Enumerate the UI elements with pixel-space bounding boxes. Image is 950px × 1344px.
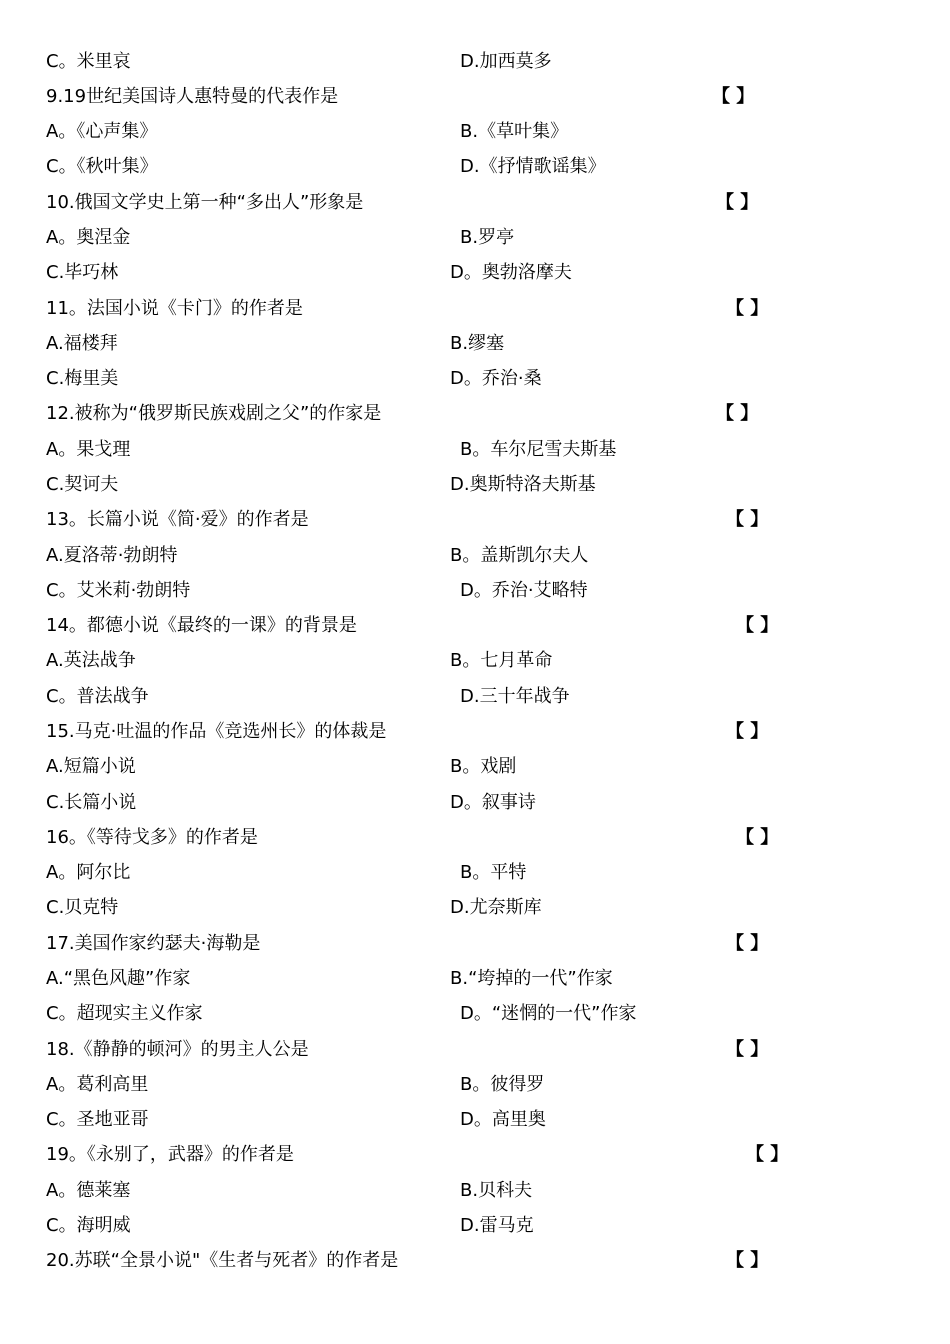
- text-line: A。果戈理: [46, 439, 131, 460]
- text-line: C.梅里美: [46, 368, 119, 389]
- text-line: C。超现实主义作家: [46, 1003, 203, 1024]
- text-line: C。艾米莉·勃朗特: [46, 580, 191, 601]
- text-line: A。葛利高里: [46, 1074, 149, 1095]
- text-line: D。奥勃洛摩夫: [450, 262, 572, 283]
- text-line: 9.19世纪美国诗人惠特曼的代表作是: [46, 86, 339, 107]
- text-line: B。车尔尼雪夫斯基: [460, 439, 617, 460]
- text-line: B。盖斯凯尔夫人: [450, 545, 589, 566]
- text-line: 10.俄国文学史上第一种“多出人”形象是: [46, 192, 364, 213]
- text-line: A.福楼拜: [46, 333, 118, 354]
- text-line: D。乔治·桑: [450, 368, 542, 389]
- text-line: A。德莱塞: [46, 1180, 131, 1201]
- text-line: A.短篇小说: [46, 756, 136, 777]
- text-line: D.三十年战争: [460, 686, 570, 707]
- text-line: 12.被称为“俄罗斯民族戏剧之父”的作家是: [46, 403, 382, 424]
- text-line: D。叙事诗: [450, 792, 536, 813]
- text-line: D.尤奈斯库: [450, 897, 542, 918]
- text-line: A.“黑色风趣”作家: [46, 968, 191, 989]
- text-line: C.长篇小说: [46, 792, 137, 813]
- text-line: A。阿尔比: [46, 862, 131, 883]
- answer-bracket[interactable]: 【 】: [726, 298, 769, 319]
- text-line: 19。《永别了，武器》的作者是: [46, 1144, 294, 1165]
- text-line: C.契诃夫: [46, 474, 119, 495]
- text-line: D。乔治·艾略特: [460, 580, 588, 601]
- text-line: 15.马克·吐温的作品《竞选州长》的体裁是: [46, 721, 387, 742]
- text-line: D.《抒情歌谣集》: [460, 156, 606, 177]
- text-line: C。圣地亚哥: [46, 1109, 149, 1130]
- text-line: C.贝克特: [46, 897, 119, 918]
- text-line: C.毕巧林: [46, 262, 119, 283]
- text-line: 20.苏联“全景小说"《生者与死者》的作者是: [46, 1250, 399, 1271]
- text-line: A.夏洛蒂·勃朗特: [46, 545, 178, 566]
- text-line: 13。长篇小说《简·爱》的作者是: [46, 509, 309, 530]
- text-line: B。七月革命: [450, 650, 553, 671]
- text-line: 14。都德小说《最终的一课》的背景是: [46, 615, 357, 636]
- answer-bracket[interactable]: 【 】: [736, 827, 779, 848]
- answer-bracket[interactable]: 【 】: [736, 615, 779, 636]
- text-line: 16。《等待戈多》的作者是: [46, 827, 258, 848]
- answer-bracket[interactable]: 【 】: [726, 933, 769, 954]
- text-line: C。海明威: [46, 1215, 131, 1236]
- text-line: B.罗亭: [460, 227, 515, 248]
- text-line: C。普法战争: [46, 686, 149, 707]
- answer-bracket[interactable]: 【 】: [726, 1250, 769, 1271]
- text-line: C。米里哀: [46, 51, 131, 72]
- text-line: B。平特: [460, 862, 527, 883]
- text-line: A。《心声集》: [46, 121, 158, 142]
- text-line: B。戏剧: [450, 756, 517, 777]
- text-line: D。高里奥: [460, 1109, 546, 1130]
- answer-bracket[interactable]: 【 】: [726, 721, 769, 742]
- answer-bracket[interactable]: 【 】: [716, 192, 759, 213]
- text-line: D。“迷惘的一代”作家: [460, 1003, 637, 1024]
- text-line: B。彼得罗: [460, 1074, 545, 1095]
- text-line: 17.美国作家约瑟夫·海勒是: [46, 933, 261, 954]
- answer-bracket[interactable]: 【 】: [712, 86, 755, 107]
- text-line: A。奥涅金: [46, 227, 131, 248]
- answer-bracket[interactable]: 【 】: [726, 509, 769, 530]
- text-line: D.奥斯特洛夫斯基: [450, 474, 596, 495]
- text-line: A.英法战争: [46, 650, 136, 671]
- answer-bracket[interactable]: 【 】: [716, 403, 759, 424]
- text-line: 11。法国小说《卡门》的作者是: [46, 298, 303, 319]
- answer-bracket[interactable]: 【 】: [726, 1039, 769, 1060]
- text-line: B.“垮掉的一代”作家: [450, 968, 613, 989]
- text-line: B.《草叶集》: [460, 121, 569, 142]
- text-line: B.缪塞: [450, 333, 505, 354]
- text-line: C。《秋叶集》: [46, 156, 158, 177]
- text-line: 18.《静静的顿河》的男主人公是: [46, 1039, 309, 1060]
- text-line: D.加西莫多: [460, 51, 552, 72]
- text-line: D.雷马克: [460, 1215, 534, 1236]
- answer-bracket[interactable]: 【 】: [746, 1144, 789, 1165]
- text-line: B.贝科夫: [460, 1180, 533, 1201]
